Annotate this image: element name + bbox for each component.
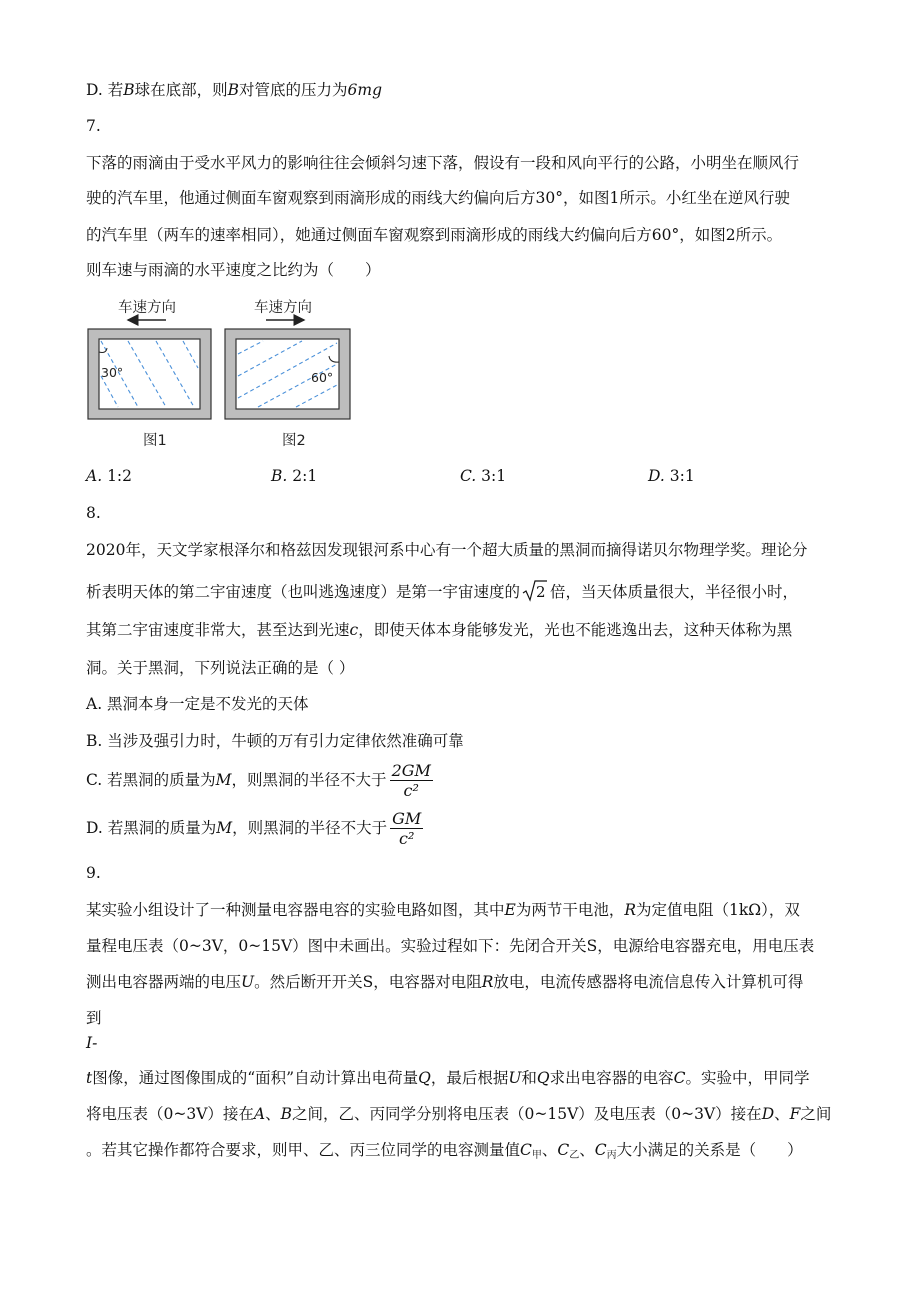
text: 图像，通过图像围成的“面积”自动计算出电荷量 [92, 1069, 419, 1087]
q7-line-3: 的汽车里（两车的速率相同），她通过侧面车窗观察到雨滴形成的雨线大约偏向后方60°，如图2所示。 [86, 226, 783, 244]
denominator: c² [399, 828, 415, 848]
var: C [673, 1069, 686, 1087]
text: 倍，当天体质量很大，半径很小时， [550, 583, 799, 601]
q7-line-2: 驶的汽车里，他通过侧面车窗观察到雨滴形成的雨线大约偏向后方30°，如图1所示。小红坐在逆风行驶 [86, 189, 790, 207]
fig1-caption: 图1 [143, 433, 167, 449]
text: 之间，乙、丙同学分别将电压表（0~15V）及电压表（0~3V）接在 [292, 1105, 762, 1123]
option-label: A. [86, 467, 103, 485]
q9-line-6 [86, 1068, 810, 1088]
text: ，最后根据 [430, 1069, 509, 1087]
q8-line-3 [86, 620, 792, 640]
q7-option-d [648, 466, 695, 486]
var: U [508, 1069, 522, 1087]
fig2-direction-label: 车速方向 [254, 300, 312, 316]
var: Q [418, 1069, 431, 1087]
option-text: 1:2 [107, 467, 133, 485]
q8-option-b: B. 当涉及强引力时，牛顿的万有引力定律依然准确可靠 [86, 732, 464, 750]
text: D. 若 [86, 81, 124, 99]
text: 其第二宇宙速度非常大，甚至达到光速 [86, 621, 350, 639]
numerator: GM [392, 808, 422, 828]
fraction-gm-c2 [390, 809, 423, 848]
q9-line-8 [86, 1140, 803, 1166]
q9-line-4: 到 [86, 1009, 102, 1027]
fig1-direction-label: 车速方向 [118, 300, 176, 316]
var: R [481, 973, 494, 991]
text: 。实验中，甲同学 [685, 1069, 810, 1087]
var: R [624, 901, 637, 919]
text: 、 [774, 1105, 790, 1123]
option-text: 3:1 [481, 467, 507, 485]
text: 测出电容器两端的电压 [86, 973, 242, 991]
subscript: 甲 [531, 1150, 542, 1161]
subscript: 丙 [606, 1150, 617, 1161]
q9-line-1 [86, 900, 800, 920]
q9-line-2: 量程电压表（0~3V，0~15V）图中未画出。实验过程如下：先闭合开关S，电源给电容器充电，用电压表 [86, 937, 815, 955]
sqrt-expression [522, 579, 548, 603]
q9-line-3 [86, 972, 803, 992]
var: C [557, 1141, 570, 1159]
fig2-caption: 图2 [282, 433, 306, 449]
text: 对管底的压力为 [239, 81, 348, 99]
text: ，即使天体本身能够发光，光也不能逃逸出去，这种天体称为黑 [358, 621, 793, 639]
var: 6mg [347, 81, 383, 99]
q7-line-4: 则车速与雨滴的水平速度之比约为（ ） [86, 261, 381, 279]
text: 、 [541, 1141, 558, 1159]
text: 将电压表（0~3V）接在 [86, 1105, 254, 1123]
option-label: C. [460, 467, 477, 485]
var: Q [536, 1069, 550, 1087]
text: 析表明天体的第二宇宙速度（也叫逃逸速度）是第一宇宙速度的 [86, 583, 521, 601]
q8-number: 8. [86, 504, 101, 522]
var: M [215, 771, 232, 789]
q8-option-c [86, 760, 433, 800]
q8-option-a: A. 黑洞本身一定是不发光的天体 [86, 695, 309, 713]
text: 球在底部，则 [134, 81, 228, 99]
option-label: B. [271, 467, 288, 485]
var: U [241, 973, 255, 991]
var: E [504, 901, 516, 919]
q7-line-1: 下落的雨滴由于受水平风力的影响往往会倾斜匀速下落，假设有一段和风向平行的公路，小明坐在顺风行 [86, 154, 800, 172]
var: C [594, 1141, 607, 1159]
var: D [761, 1105, 775, 1123]
q8-line-1: 2020年，天文学家根泽尔和格兹因发现银河系中心有一个超大质量的黑洞而摘得诺贝尔物理学奖。理论分 [86, 541, 808, 559]
var: B [280, 1105, 293, 1123]
text: 大小满足的关系是（ ） [616, 1141, 803, 1159]
q7-option-a [86, 466, 132, 486]
q8-line-2 [86, 579, 798, 603]
text: ，则黑洞的半径不大于 [232, 819, 388, 837]
text: 放电，电流传感器将电流信息传入计算机可得 [493, 973, 804, 991]
text: 之间 [800, 1105, 832, 1123]
text: 某实验小组设计了一种测量电容器电容的实验电路如图，其中 [86, 901, 505, 919]
text: 为定值电阻（1kΩ），双 [636, 901, 800, 919]
sqrt-sign [522, 579, 548, 603]
text: 、 [579, 1141, 595, 1159]
text: 为两节干电池， [515, 901, 625, 919]
var: F [789, 1105, 801, 1123]
q7-number: 7. [86, 117, 101, 135]
subscript: 乙 [569, 1150, 580, 1161]
option-label: D. [648, 467, 665, 485]
numerator: 2GM [391, 760, 431, 780]
text: 和 [521, 1069, 537, 1087]
q9-line-7 [86, 1104, 831, 1124]
fig2-angle-label: 60° [311, 370, 334, 385]
var: C [520, 1141, 532, 1159]
text: D. 若黑洞的质量为 [86, 819, 217, 837]
q9-number: 9. [86, 864, 101, 882]
text: 求出电容器的电容 [549, 1069, 674, 1087]
text: C. 若黑洞的质量为 [86, 771, 216, 789]
fraction-2gm-c2 [390, 761, 433, 800]
text: 、 [265, 1105, 281, 1123]
q8-line-4: 洞。关于黑洞，下列说法正确的是（ ） [86, 659, 355, 677]
text: 。若其它操作都符合要求，则甲、乙、丙三位同学的电容测量值 [86, 1141, 521, 1159]
denominator: c² [403, 780, 419, 800]
q9-line-5: I- [86, 1034, 98, 1052]
text: 。然后断开开关S，电容器对电阻 [254, 973, 482, 991]
var: B [227, 81, 240, 99]
var: M [216, 819, 233, 837]
q8-option-d [86, 808, 423, 848]
q7-option-b [271, 466, 317, 486]
var: c [349, 621, 359, 639]
option-text: 3:1 [669, 467, 695, 485]
var: A [253, 1105, 266, 1123]
sqrt-radicand: 2 [536, 583, 546, 601]
q6-option-d [86, 80, 382, 100]
option-text: 2:1 [292, 467, 318, 485]
var: t [86, 1069, 93, 1087]
q7-option-c [460, 466, 506, 486]
var: B [123, 81, 135, 99]
fig1-angle-label: 30° [101, 365, 124, 380]
text: ，则黑洞的半径不大于 [231, 771, 387, 789]
